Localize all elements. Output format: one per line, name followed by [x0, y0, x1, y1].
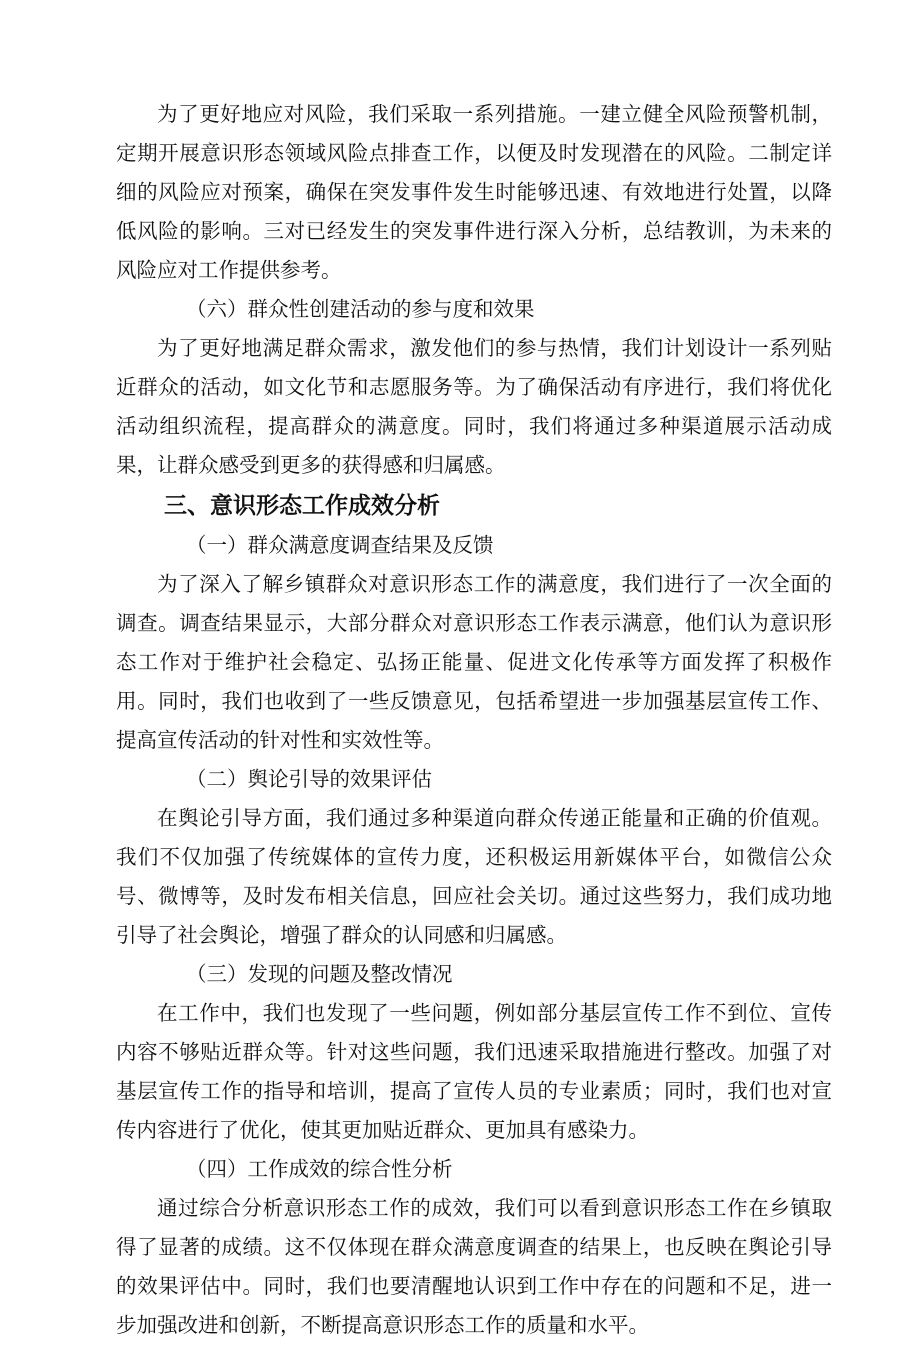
paragraph-risk-measures: 为了更好地应对风险，我们采取一系列措施。一建立健全风险预警机制，定期开展意识形态领域风险点排查工作，以便及时发现潜在的风险。二制定详细的风险应对预案，确保在突发事件发生时能够迅速、有效地进行处置，以降低风险的影响。三对已经发生的突发事件进行深入分析，总结教训，为未来的风险应对工作提供参考。 — [116, 102, 832, 282]
subheading-problems-rectification: （三）发现的问题及整改情况 — [186, 962, 453, 986]
subheading-comprehensive-analysis: （四）工作成效的综合性分析 — [186, 1157, 453, 1181]
paragraph-opinion-guidance: 在舆论引导方面，我们通过多种渠道向群众传递正能量和正确的价值观。我们不仅加强了传统媒体的宣传力度，还积极运用新媒体平台，如微信公众号、微博等，及时发布相关信息，回应社会关切。通过这些努力，我们成功地引导了社会舆论，增强了群众的认同感和归属感。 — [116, 806, 832, 947]
subheading-opinion-guidance: （二）舆论引导的效果评估 — [186, 767, 432, 791]
paragraph-satisfaction-survey: 为了深入了解乡镇群众对意识形态工作的满意度，我们进行了一次全面的调查。调查结果显示，大部分群众对意识形态工作表示满意，他们认为意识形态工作对于维护社会稳定、弘扬正能量、促进文化传承等方面发挥了积极作用。同时，我们也收到了一些反馈意见，包括希望进一步加强基层宣传工作、提高宣传活动的针对性和实效性等。 — [116, 572, 832, 752]
paragraph-comprehensive-analysis: 通过综合分析意识形态工作的成效，我们可以看到意识形态工作在乡镇取得了显著的成绩。这不仅体现在群众满意度调查的结果上，也反映在舆论引导的效果评估中。同时，我们也要清醒地认识到工作中存在的问题和不足，进一步加强改进和创新，不断提高意识形态工作的质量和水平。 — [116, 1196, 832, 1337]
section-heading-results-analysis: 三、意识形态工作成效分析 — [164, 493, 440, 519]
paragraph-mass-activities: 为了更好地满足群众需求，激发他们的参与热情，我们计划设计一系列贴近群众的活动，如文化节和志愿服务等。为了确保活动有序进行，我们将优化活动组织流程，提高群众的满意度。同时，我们将通过多种渠道展示活动成果，让群众感受到更多的获得感和归属感。 — [116, 336, 832, 477]
subheading-mass-activities: （六）群众性创建活动的参与度和效果 — [186, 297, 535, 321]
document-page — [116, 95, 832, 1345]
subheading-satisfaction-survey: （一）群众满意度调查结果及反馈 — [186, 533, 494, 557]
paragraph-problems-rectification: 在工作中，我们也发现了一些问题，例如部分基层宣传工作不到位、宣传内容不够贴近群众等。针对这些问题，我们迅速采取措施进行整改。加强了对基层宣传工作的指导和培训，提高了宣传人员的专业素质；同时，我们也对宣传内容进行了优化，使其更加贴近群众、更加具有感染力。 — [116, 1001, 832, 1142]
